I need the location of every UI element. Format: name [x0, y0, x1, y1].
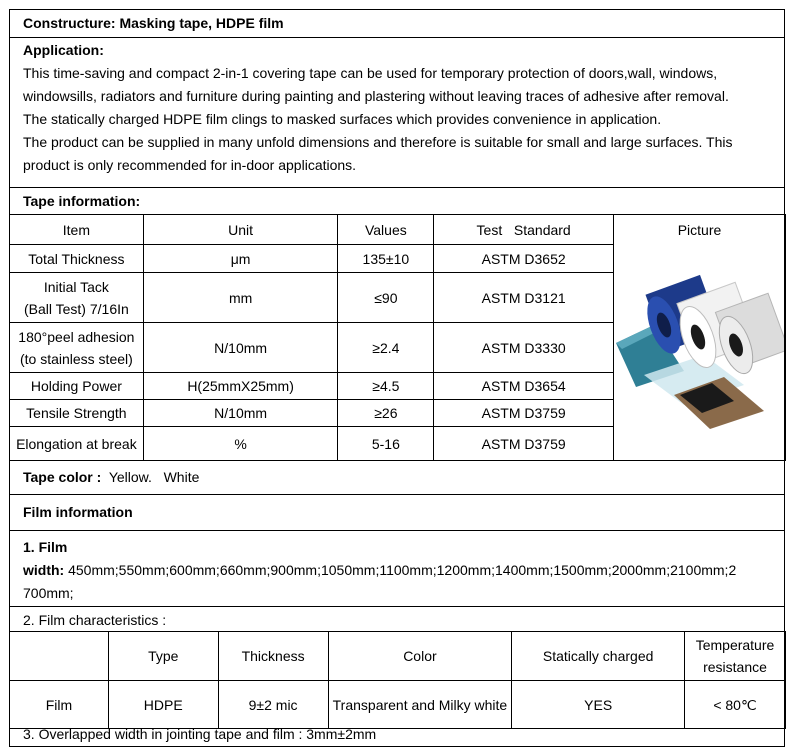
row-item — [10, 273, 144, 323]
film-header-temperature: Temperature resistance — [685, 632, 786, 681]
row-standard: ASTM D3654 — [434, 373, 614, 400]
spec-sheet — [9, 9, 785, 747]
film-width-line-1 — [23, 559, 736, 582]
application-line-1: This time-saving and compact 2-in-1 covering tape can be used for temporary protection of doors,wall, windows, — [23, 65, 718, 81]
application-line-4: The product can be supplied in many unfold dimensions and therefore is suitable for small and large surfaces. This — [23, 134, 733, 150]
row-unit: N/10mm — [143, 323, 338, 373]
film-cell-thickness: 9±2 mic — [218, 681, 328, 729]
film-header-row — [10, 632, 786, 681]
overlap-row — [10, 723, 784, 747]
row-value: ≤90 — [338, 273, 434, 323]
film-cell-type: HDPE — [108, 681, 218, 729]
tape-color-row — [10, 460, 784, 494]
application-section — [10, 37, 784, 187]
film-header-color: Color — [328, 632, 512, 681]
row-unit: N/10mm — [143, 400, 338, 427]
film-info-heading: Film information — [23, 504, 133, 520]
row-item-line-2: (to stainless steel) — [19, 350, 133, 367]
tape-color-label: Tape color : — [23, 469, 102, 485]
tape-info-row — [10, 187, 784, 215]
tape-info-heading: Tape information: — [23, 193, 141, 209]
film-data-row — [10, 681, 786, 729]
film-cell-static: YES — [512, 681, 685, 729]
film-header-empty — [10, 632, 109, 681]
application-heading: Application: — [23, 42, 104, 58]
tape-info-header-row — [10, 215, 786, 245]
row-standard: ASTM D3330 — [434, 323, 614, 373]
row-item: Elongation at break — [10, 427, 144, 461]
film-characteristics-heading: 2. Film characteristics : — [23, 612, 167, 628]
film-cell-color: Transparent and Milky white — [328, 681, 512, 729]
tape-color — [23, 466, 199, 489]
row-value: 5-16 — [338, 427, 434, 461]
row-item-line-1: 180°peel adhesion — [18, 328, 135, 345]
constructure-row — [10, 10, 784, 37]
film-cell-name: Film — [10, 681, 109, 729]
film-info-row — [10, 494, 784, 530]
picture-caption: Picture — [677, 222, 722, 238]
application-line-5: product is only recommended for in-door applications. — [23, 157, 357, 173]
film-characteristics-row — [10, 606, 784, 632]
film-width-line-2: 700mm; — [23, 585, 74, 601]
film-heading: 1. Film — [23, 539, 68, 555]
row-item: Tensile Strength — [10, 400, 144, 427]
header-unit: Unit — [143, 215, 338, 245]
row-unit: H(25mmX25mm) — [143, 373, 338, 400]
constructure-title: Constructure: Masking tape, HDPE film — [23, 15, 284, 31]
row-value: ≥26 — [338, 400, 434, 427]
row-unit: % — [143, 427, 338, 461]
row-standard: ASTM D3759 — [434, 427, 614, 461]
row-item-line-1: Initial Tack — [43, 278, 109, 295]
row-item: Total Thickness — [10, 245, 144, 273]
header-item: Item — [10, 215, 144, 245]
film-header-thickness: Thickness — [218, 632, 328, 681]
film-header-static: Statically charged — [512, 632, 685, 681]
row-value: ≥2.4 — [338, 323, 434, 373]
header-test-standard: Test Standard — [434, 215, 614, 245]
row-item-line-2: (Ball Test) 7/16In — [23, 300, 129, 317]
film-characteristics-table — [9, 631, 786, 729]
row-value: 135±10 — [338, 245, 434, 273]
film-cell-temperature: < 80℃ — [685, 681, 786, 729]
film-width-section — [10, 530, 784, 606]
film-header-type: Type — [108, 632, 218, 681]
row-unit: μm — [143, 245, 338, 273]
row-unit: mm — [143, 273, 338, 323]
application-line-2: windowsills, radiators and furniture during painting and plastering without leaving traces of adhesive after removal. — [23, 88, 729, 104]
row-standard: ASTM D3121 — [434, 273, 614, 323]
film-width-label: width: — [23, 562, 65, 578]
tape-info-table — [9, 214, 786, 461]
row-standard: ASTM D3759 — [434, 400, 614, 427]
row-standard: ASTM D3652 — [434, 245, 614, 273]
tape-color-value: Yellow. White — [101, 469, 200, 485]
picture-cell — [613, 215, 785, 461]
row-item — [10, 323, 144, 373]
row-item: Holding Power — [10, 373, 144, 400]
film-width-values: 450mm;550mm;600mm;660mm;900mm;1050mm;1100mm;1200mm;1400mm;1500mm;2000mm;2100mm;2 — [64, 562, 737, 578]
application-line-3: The statically charged HDPE film clings to masked surfaces which provides convenience in application. — [23, 111, 662, 127]
overlap-text: 3. Overlapped width in jointing tape and film : 3mm±2mm — [23, 726, 377, 742]
row-value: ≥4.5 — [338, 373, 434, 400]
header-values: Values — [338, 215, 434, 245]
tape-rolls-picture — [614, 245, 784, 431]
